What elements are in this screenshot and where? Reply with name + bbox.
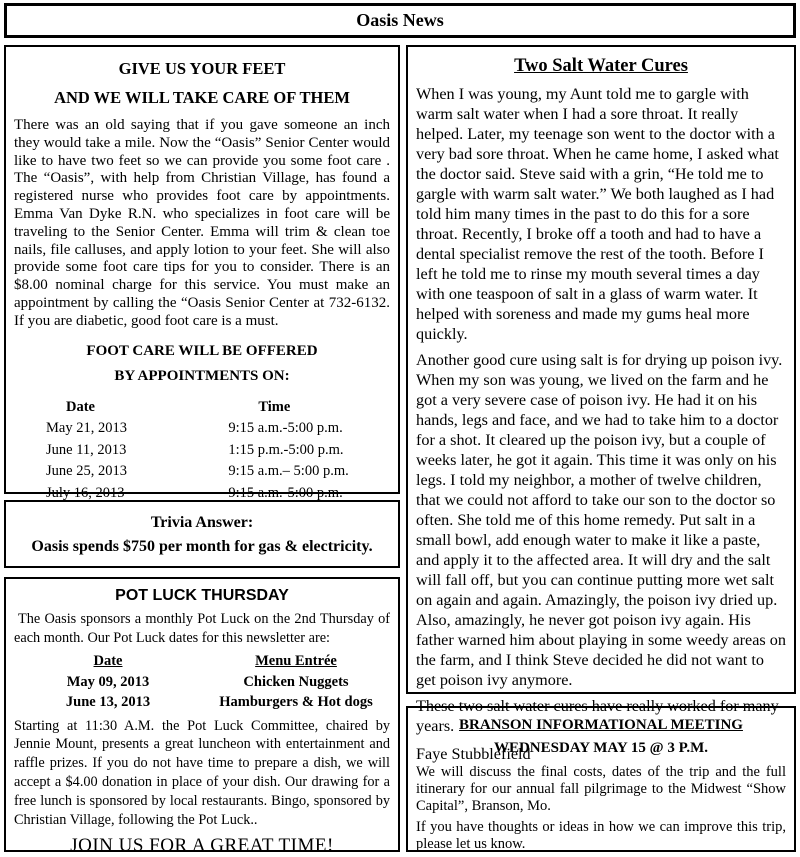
branson-subtitle: WEDNESDAY MAY 15 @ 3 P.M. (493, 740, 709, 756)
footcare-title-line2: AND WE WILL TAKE CARE OF THEM (54, 88, 350, 107)
schedule-date: June 25, 2013 (46, 463, 127, 480)
schedule-date: June 11, 2013 (46, 441, 127, 458)
trivia-title: Trivia Answer: (150, 514, 254, 531)
schedule-time: 9:15 a.m.-5:00 p.m. (228, 420, 343, 437)
branson-paragraph-2: If you have thoughts or ideas in how we can improve this trip, please let us know. (416, 819, 786, 853)
potluck-article (4, 577, 400, 857)
table-row (14, 461, 390, 483)
footcare-subtitle-line2: BY APPOINTMENTS ON: (114, 367, 290, 384)
saltwater-paragraph-2: Another good cure using salt is for drying up poison ivy. When my son was young, we lived on the farm and he got a very severe case of poison ivy. He had it on his hands, legs and face, and we had to take him to a doctor for a shot. It cleared up the poison ivy, but a couple of weeks later, he got it again. This time it was only on his legs. I told my neighbor, a mother of twelve children, that we could not afford to take our son to the doctor so often. She told me of this home remedy. Put salt in a small bowl, add enough water to make it like a paste, and apply it to the affected area. It will dry and the salt will fall off, but you can continue putting more wet salt on again and again. Amazingly, the poison ivy dried up. Also, amazingly, he never got poison ivy again. His father warned him about playing in some weedy areas on the farm, and I think Steve decided he did not want to get poison ivy anymore. (416, 351, 786, 689)
right-column (406, 45, 796, 852)
branson-meeting-box (406, 706, 796, 852)
newsletter-title: Oasis News (356, 10, 444, 30)
schedule-time: 1:15 p.m.-5:00 p.m. (228, 441, 344, 458)
potluck-closing: JOIN US FOR A GREAT TIME! (70, 835, 334, 857)
left-column (4, 45, 400, 857)
footcare-subtitle-line1: FOOT CARE WILL BE OFFERED (86, 342, 318, 359)
saltwater-paragraph-3: These two salt water cures have really worked for many years. (416, 697, 779, 735)
branson-title: BRANSON INFORMATIONAL MEETING (459, 717, 743, 733)
schedule-date: May 21, 2013 (46, 420, 127, 437)
potluck-date-header: Date (93, 653, 123, 670)
potluck-header-row (14, 651, 390, 672)
schedule-time-header: Time (258, 398, 291, 415)
potluck-menu-header: Menu Entrée (255, 653, 337, 670)
potluck-intro: The Oasis sponsors a monthly Pot Luck on the 2nd Thursday of each month. Our Pot Luck dates for this newsletter are: (14, 611, 390, 646)
schedule-time: 9:15 a.m.– 5:00 p.m. (228, 463, 349, 480)
potluck-menu-table (14, 651, 390, 713)
saltwater-paragraph-1: When I was young, my Aunt told me to gargle with warm salt water when I had a sore throat. It really helped. Later, my teenage son went to the doctor with a very bad sore throat. When he came home, I asked what the doctor said. Steve said with a grin, “He told me to gargle with warm salt water.” We both laughed as I had told him many times in the past to do this for a sore throat. Recently, I broke off a tooth and had to have a dental specialist remove the rest of the tooth. Before I left he told me to rinse my mouth several times a day with one teaspoon of salt in a glass of warm water. It helped with soreness and made my gums heal more quickly. (416, 85, 779, 343)
saltwater-byline: Faye Stubblefield (416, 745, 531, 763)
potluck-date: June 13, 2013 (65, 694, 151, 711)
potluck-menu: Chicken Nuggets (243, 673, 349, 690)
newsletter-columns (4, 45, 796, 857)
trivia-answer-box (4, 500, 400, 568)
schedule-date-header: Date (66, 398, 95, 415)
saltwater-title: Two Salt Water Cures (514, 56, 688, 76)
branson-paragraph-1: We will discuss the final costs, dates of the trip and the full itinerary for our annual fall pilgrimage to the Midwest “Show Capital”, Branson, Mo. (416, 764, 786, 814)
schedule-time: 9:15 a.m.-5:00 p.m. (228, 484, 343, 501)
potluck-date: May 09, 2013 (66, 673, 150, 690)
potluck-title: POT LUCK THURSDAY (115, 587, 289, 604)
footcare-schedule-table (14, 397, 390, 505)
footcare-article (4, 45, 400, 501)
table-row (14, 418, 390, 440)
schedule-header-row (14, 397, 390, 419)
newsletter-masthead (4, 3, 796, 38)
table-row (14, 672, 390, 693)
potluck-details: Starting at 11:30 A.M. the Pot Luck Committee, chaired by Jennie Mount, presents a great luncheon with entertainment and raffle prizes. If you do not have time to prepare a dish, we will accept a $4.00 donation in place of your dish. Our drawing for a free lunch is sponsored by local restaurants. Bingo, sponsored by Christian Village, following the Pot Luck.. (14, 717, 390, 828)
table-row (14, 692, 390, 713)
footcare-body: There was an old saying that if you gave someone an inch they would take a mile. Now the “Oasis” Senior Center would like to have two feet so we can provide you some foot care . The “Oasis”, with help from Christian Village, has found a registered nurse who provides foot care by appointments. Emma Van Dyke R.N. who specializes in foot care will be traveling to the Senior Center. Emma will trim & clean toe nails, file calluses, and apply lotion to your feet. She will also provide some foot care tips for you to consider. There is an $8.00 nominal charge for this service. You must make an appointment by calling the “Oasis Senior Center at 732-6132. If you are diabetic, good foot care is a must. (14, 117, 390, 329)
table-row (14, 440, 390, 462)
potluck-menu: Hamburgers & Hot dogs (219, 694, 373, 711)
footcare-title-line1: GIVE US YOUR FEET (118, 59, 286, 78)
schedule-date: July 16, 2013 (46, 484, 125, 501)
table-row (14, 483, 390, 505)
trivia-answer: Oasis spends $750 per month for gas & electricity. (31, 538, 373, 555)
